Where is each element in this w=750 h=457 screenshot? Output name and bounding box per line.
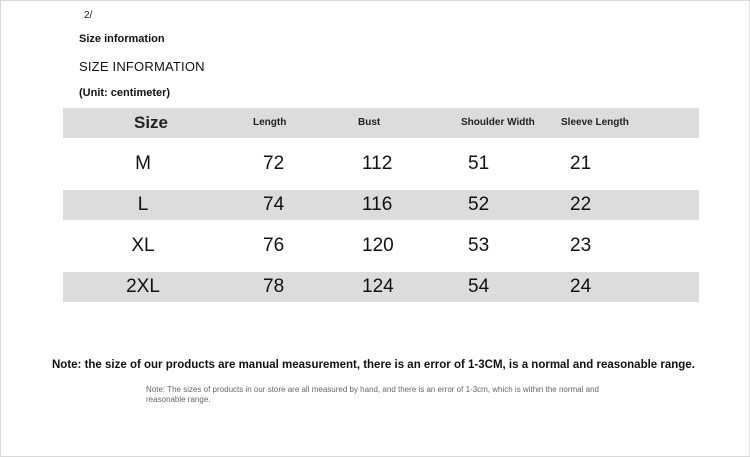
cell-sleeve-length: 24 xyxy=(570,276,592,297)
cell-shoulder-width: 54 xyxy=(468,276,490,297)
cell-length: 78 xyxy=(263,276,285,297)
cell-size: M xyxy=(135,153,151,174)
header-shoulder-width: Shoulder Width xyxy=(461,117,535,128)
cell-length: 72 xyxy=(263,153,285,174)
table-row xyxy=(63,190,699,220)
cell-size: 2XL xyxy=(126,276,160,297)
cell-size: XL xyxy=(131,235,155,256)
unit-note: (Unit: centimeter) xyxy=(79,87,171,99)
cell-shoulder-width: 53 xyxy=(468,235,490,256)
table-header-row: Size Length Bust Shoulder Width Sleeve Length xyxy=(63,108,699,138)
cell-sleeve-length: 23 xyxy=(570,235,592,256)
table-row xyxy=(63,149,699,179)
cell-length: 74 xyxy=(263,194,285,215)
cell-shoulder-width: 52 xyxy=(468,194,490,215)
cell-bust: 120 xyxy=(362,235,394,256)
measurement-note: Note: the size of our products are manual measurement, there is an error of 1-3CM, is a normal and reasonable range. xyxy=(52,359,695,371)
cell-bust: 124 xyxy=(362,276,394,297)
cell-size: L xyxy=(137,194,149,215)
page-number: 2/ xyxy=(84,10,93,21)
cell-length: 76 xyxy=(263,235,285,256)
heading-caps: SIZE INFORMATION xyxy=(79,59,205,74)
cell-bust: 112 xyxy=(362,153,393,174)
size-table xyxy=(63,108,699,313)
measurement-note-small: Note: The sizes of products in our store are all measured by hand, and there is an error of 1-3cm, which is within the normal and reasonable range. xyxy=(146,385,599,404)
table-row xyxy=(63,272,699,302)
header-sleeve-length: Sleeve Length xyxy=(561,117,629,128)
header-length: Length xyxy=(253,117,287,128)
cell-sleeve-length: 22 xyxy=(570,194,592,215)
cell-sleeve-length: 21 xyxy=(570,153,592,174)
cell-bust: 116 xyxy=(362,194,393,215)
table-row xyxy=(63,231,699,261)
heading-bold: Size information xyxy=(79,33,165,45)
header-bust: Bust xyxy=(358,117,381,128)
cell-shoulder-width: 51 xyxy=(468,153,490,174)
